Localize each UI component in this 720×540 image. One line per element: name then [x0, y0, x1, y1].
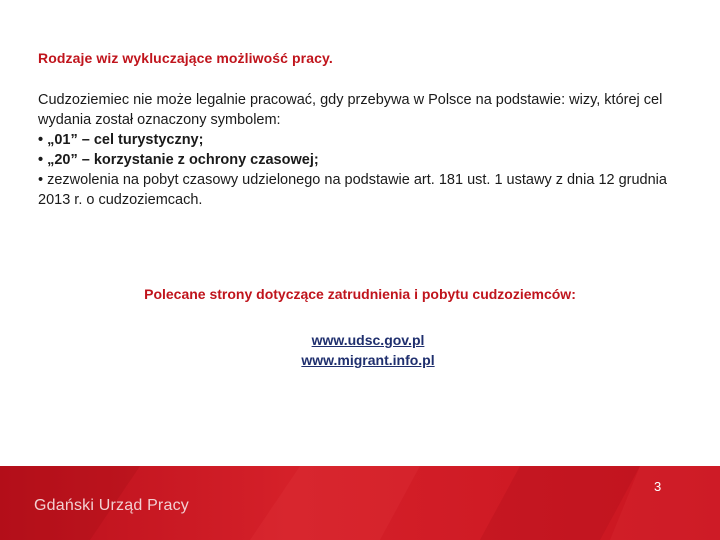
bullet-item: • zezwolenia na pobyt czasowy udzielonego na podstawie art. 181 ust. 1 ustawy z dnia 12 grudnia 2013 r. o cudzoziemcach.	[38, 172, 667, 208]
bullet-item: • „01” – cel turystyczny;	[38, 132, 204, 148]
recommended-sites-title: Polecane strony dotyczące zatrudnienia i pobytu cudzoziemców:	[144, 286, 576, 302]
footer-logo: Gdański Urząd Pracy	[34, 497, 189, 514]
link-migrant[interactable]: www.migrant.info.pl	[301, 352, 435, 368]
links-list	[0, 330, 720, 370]
link-udsc[interactable]: www.udsc.gov.pl	[311, 332, 425, 348]
footer-bar	[0, 466, 720, 540]
intro-paragraph: Cudzoziemiec nie może legalnie pracować, gdy przebywa w Polsce na podstawie: wizy, której cel wydania został oznaczony symbolem:	[38, 92, 663, 128]
body-text	[38, 90, 698, 210]
bullet-item: • „20” – korzystanie z ochrony czasowej;	[38, 152, 319, 168]
slide-heading: Rodzaje wiz wykluczające możliwość pracy.	[38, 50, 333, 66]
page-number: 3	[654, 479, 662, 494]
